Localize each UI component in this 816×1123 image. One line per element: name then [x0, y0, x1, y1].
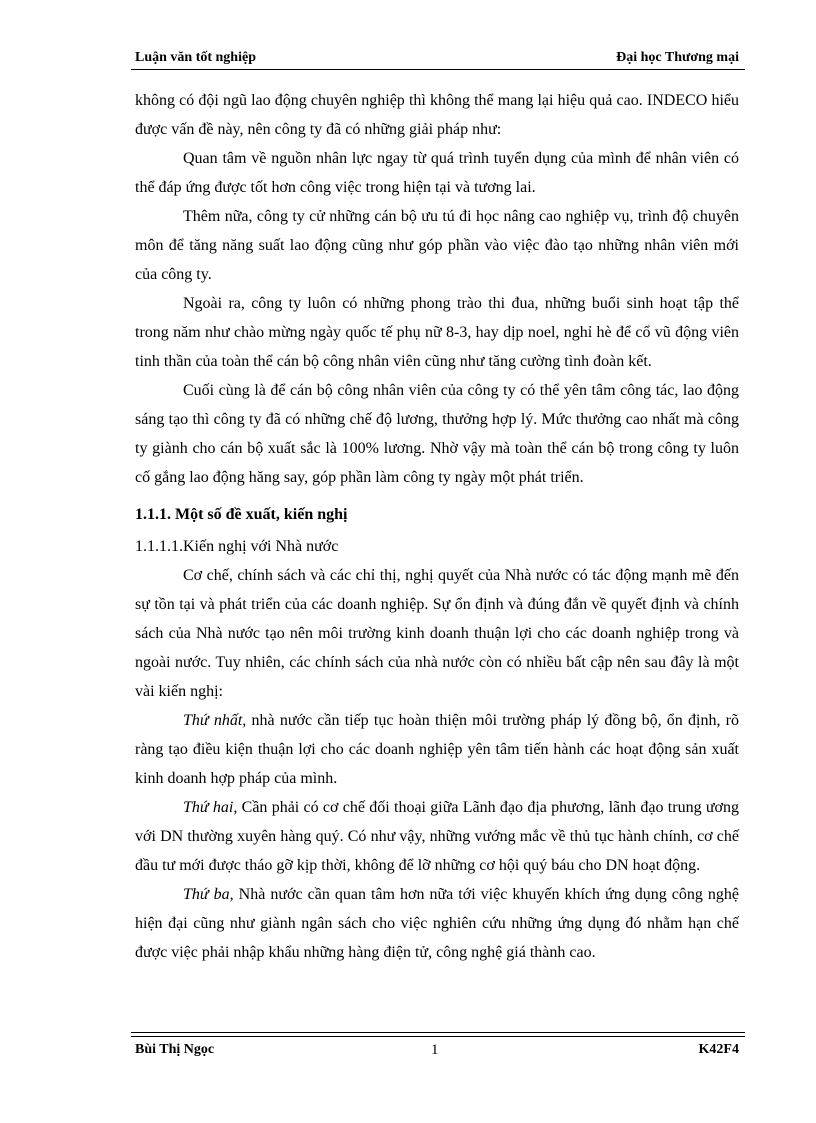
footer-author: Bùi Thị Ngọc	[135, 1042, 215, 1057]
page-footer	[135, 1042, 739, 1062]
paragraph-4: Ngoài ra, công ty luôn có những phong trào thi đua, những buổi sinh hoạt tập thể trong năm như chào mừng ngày quốc tế phụ nữ 8-3, hay dịp noel, nghỉ hè để cổ vũ động viên tinh thần của toàn thể cán bộ công nhân viên cũng như tăng cường tình đoàn kết.	[135, 295, 739, 370]
header-rule	[131, 69, 745, 70]
paragraph-1: không có đội ngũ lao động chuyên nghiệp thì không thể mang lại hiệu quả cao. INDECO hiểu được vấn đề này, nên công ty đã có những giải pháp như:	[135, 92, 739, 138]
page-header	[135, 50, 745, 70]
paragraph-5: Cuối cùng là để cán bộ công nhân viên của công ty có thể yên tâm công tác, lao động sáng tạo thì công ty đã có những chế độ lương, thưởng hợp lý. Mức thưởng cao nhất mà công ty giành cho cán bộ xuất sắc là 100% lương. Nhờ vậy mà toàn thể cán bộ trong công ty luôn cố gắng lao động hăng say, góp phần làm công ty ngày một phát triển.	[135, 382, 739, 486]
paragraph-7	[135, 706, 739, 793]
paragraph-8	[135, 793, 739, 880]
paragraph-7-label: Thứ nhất,	[183, 712, 247, 729]
section-heading: 1.1.1. Một số đề xuất, kiến nghị	[135, 506, 348, 523]
footer-class-code: K42F4	[698, 1042, 739, 1057]
paragraph-9	[135, 880, 739, 967]
footer-page-number: 1	[431, 1042, 439, 1058]
paragraph-3: Thêm nữa, công ty cử những cán bộ ưu tú đi học nâng cao nghiệp vụ, trình độ chuyên môn để tăng năng suất lao động cũng như góp phần vào việc đào tạo những nhân viên mới của công ty.	[135, 208, 739, 283]
paragraph-9-text: Nhà nước cần quan tâm hơn nữa tới việc khuyến khích ứng dụng công nghệ hiện đại cũng như giành ngân sách cho việc nghiên cứu những ứng dụng đó nhằm hạn chế được việc phải nhập khẩu những hàng điện tử, công nghệ giá thành cao.	[135, 886, 739, 961]
footer-rule-upper	[131, 1032, 745, 1033]
header-thesis-label: Luận văn tốt nghiệp	[135, 50, 256, 65]
document-body	[135, 86, 739, 967]
paragraph-7-text: nhà nước cần tiếp tục hoàn thiện môi trường pháp lý đồng bộ, ổn định, rõ ràng tạo điều kiện thuận lợi cho các doanh nghiệp yên tâm tiến hành các hoạt động sản xuất kinh doanh hợp pháp của mình.	[135, 712, 739, 787]
footer-rule-lower	[131, 1036, 745, 1037]
paragraph-6: Cơ chế, chính sách và các chỉ thị, nghị quyết của Nhà nước có tác động mạnh mẽ đến sự tồn tại và phát triển của các doanh nghiệp. Sự ổn định và đúng đắn về quyết định và chính sách của Nhà nước tạo nên môi trường kinh doanh thuận lợi cho các doanh nghiệp trong và ngoài nước. Tuy nhiên, các chính sách của nhà nước còn có nhiều bất cập nên sau đây là một vài kiến nghị:	[135, 567, 739, 700]
subsection-heading: 1.1.1.1.Kiến nghị với Nhà nước	[135, 538, 339, 555]
paragraph-8-text: Cần phải có cơ chế đối thoại giữa Lãnh đạo địa phương, lãnh đạo trung ương với DN thường xuyên hàng quý. Có như vậy, những vướng mắc về thủ tục hành chính, cơ chế đầu tư mới được tháo gỡ kịp thời, không để lỡ những cơ hội quý báu cho DN hoạt động.	[135, 799, 739, 874]
paragraph-9-label: Thứ ba,	[183, 886, 234, 903]
header-university-label: Đại học Thương mại	[616, 50, 739, 65]
paragraph-8-label: Thứ hai,	[183, 799, 238, 816]
paragraph-2: Quan tâm về nguồn nhân lực ngay từ quá trình tuyển dụng của mình để nhân viên có thể đáp ứng được tốt hơn công việc trong hiện tại và tương lai.	[135, 150, 739, 196]
